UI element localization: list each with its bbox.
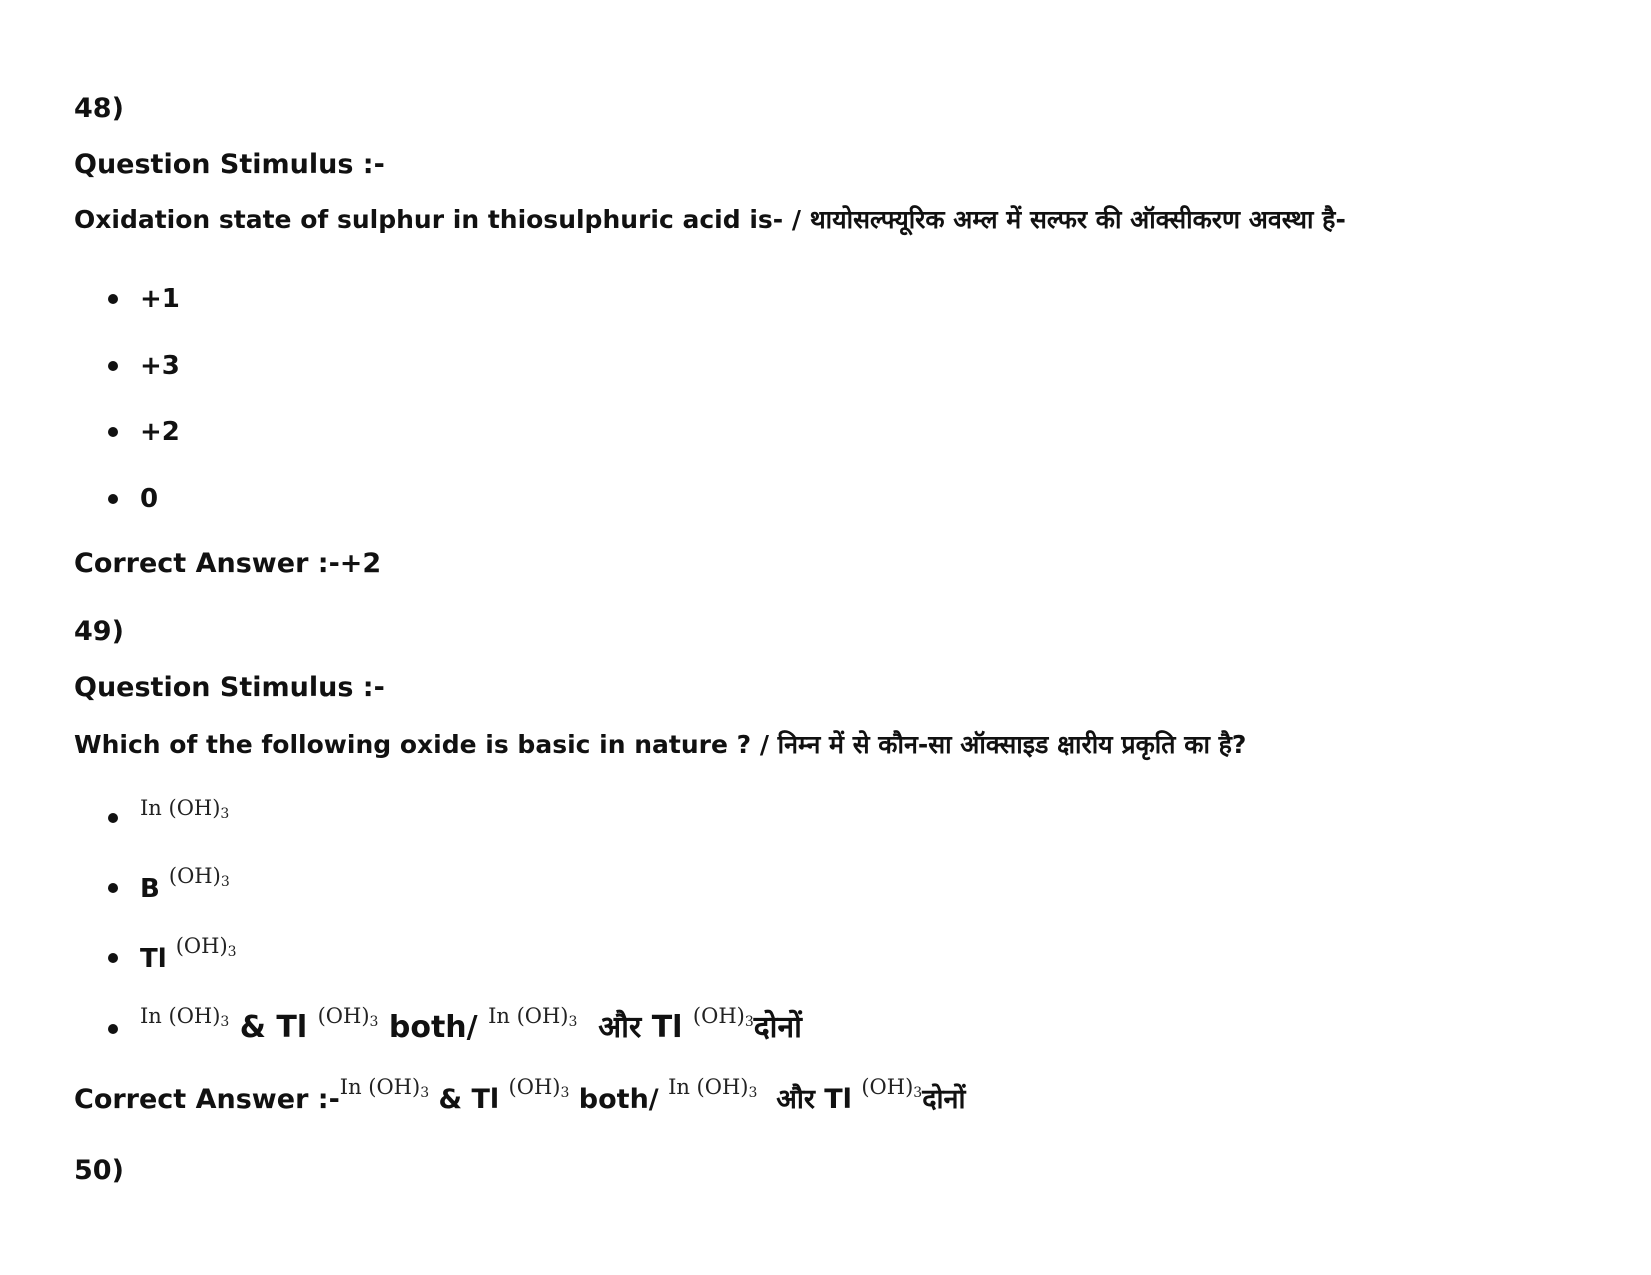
question-stimulus-label: Question Stimulus :- [74, 672, 385, 703]
question-number: 48) [74, 93, 124, 124]
question-number: 49) [74, 616, 124, 647]
correct-answer [74, 550, 381, 577]
correct-answer-label: Correct Answer :- [74, 1084, 340, 1115]
question-text: Which of the following oxide is basic in nature ? / निम्न में से कौन-सा ऑक्साइड क्षारीय प्रकृति का है? [74, 730, 1247, 759]
formula-in-oh3: In (OH)3 [140, 1004, 230, 1030]
option-2: +3 [140, 351, 180, 381]
option-4: $^{In (OH)_3}$ & Tl $^{(OH)_3}$ both/ $^{In (OH)_3}$ और Tl $^{(OH)_3}$दोनों [140, 1004, 802, 1045]
question-text: Oxidation state of sulphur in thiosulphuric acid is- / थायोसल्फ्यूरिक अम्ल में सल्फर की ऑक्सीकरण अवस्था है- [74, 205, 1346, 234]
formula-in-oh3: In (OH)3 [668, 1075, 758, 1101]
bullet-icon [108, 427, 118, 437]
bullet-icon [108, 883, 118, 893]
formula-in-oh3: In (OH)3 [140, 796, 230, 822]
correct-answer-label: Correct Answer :- [74, 548, 340, 579]
formula-oh3: (OH)3 [317, 1004, 379, 1030]
question-number: 50) [74, 1155, 124, 1186]
option-4: 0 [140, 484, 159, 514]
bullet-icon [108, 494, 118, 504]
option-3: +2 [140, 417, 180, 447]
correct-answer: Correct Answer :-$^{In (OH)_3}$ & Tl $^{(OH)_3}$ both/ $^{In (OH)_3}$ और Tl $^{(OH)_3}$दोनों [74, 1075, 966, 1115]
formula-in-oh3: In (OH)3 [339, 1075, 430, 1101]
formula-oh3: (OH)3 [692, 1004, 754, 1030]
formula-oh3: (OH)3 [168, 864, 230, 890]
formula-oh3: (OH)3 [175, 934, 237, 960]
formula-oh3: (OH)3 [508, 1075, 570, 1101]
correct-answer-value: +2 [339, 548, 382, 579]
bullet-icon [108, 953, 118, 963]
bullet-icon [108, 1024, 118, 1034]
bullet-icon [108, 361, 118, 371]
bullet-icon [108, 813, 118, 823]
bullet-icon [108, 294, 118, 304]
option-1: +1 [140, 284, 180, 314]
formula-oh3: (OH)3 [861, 1075, 923, 1101]
option-1 [140, 796, 230, 835]
option-3: Tl $^{(OH)_3}$ [140, 934, 237, 974]
formula-in-oh3: In (OH)3 [488, 1004, 578, 1030]
question-stimulus-label: Question Stimulus :- [74, 149, 385, 180]
option-2: B $^{(OH)_3}$ [140, 864, 230, 904]
